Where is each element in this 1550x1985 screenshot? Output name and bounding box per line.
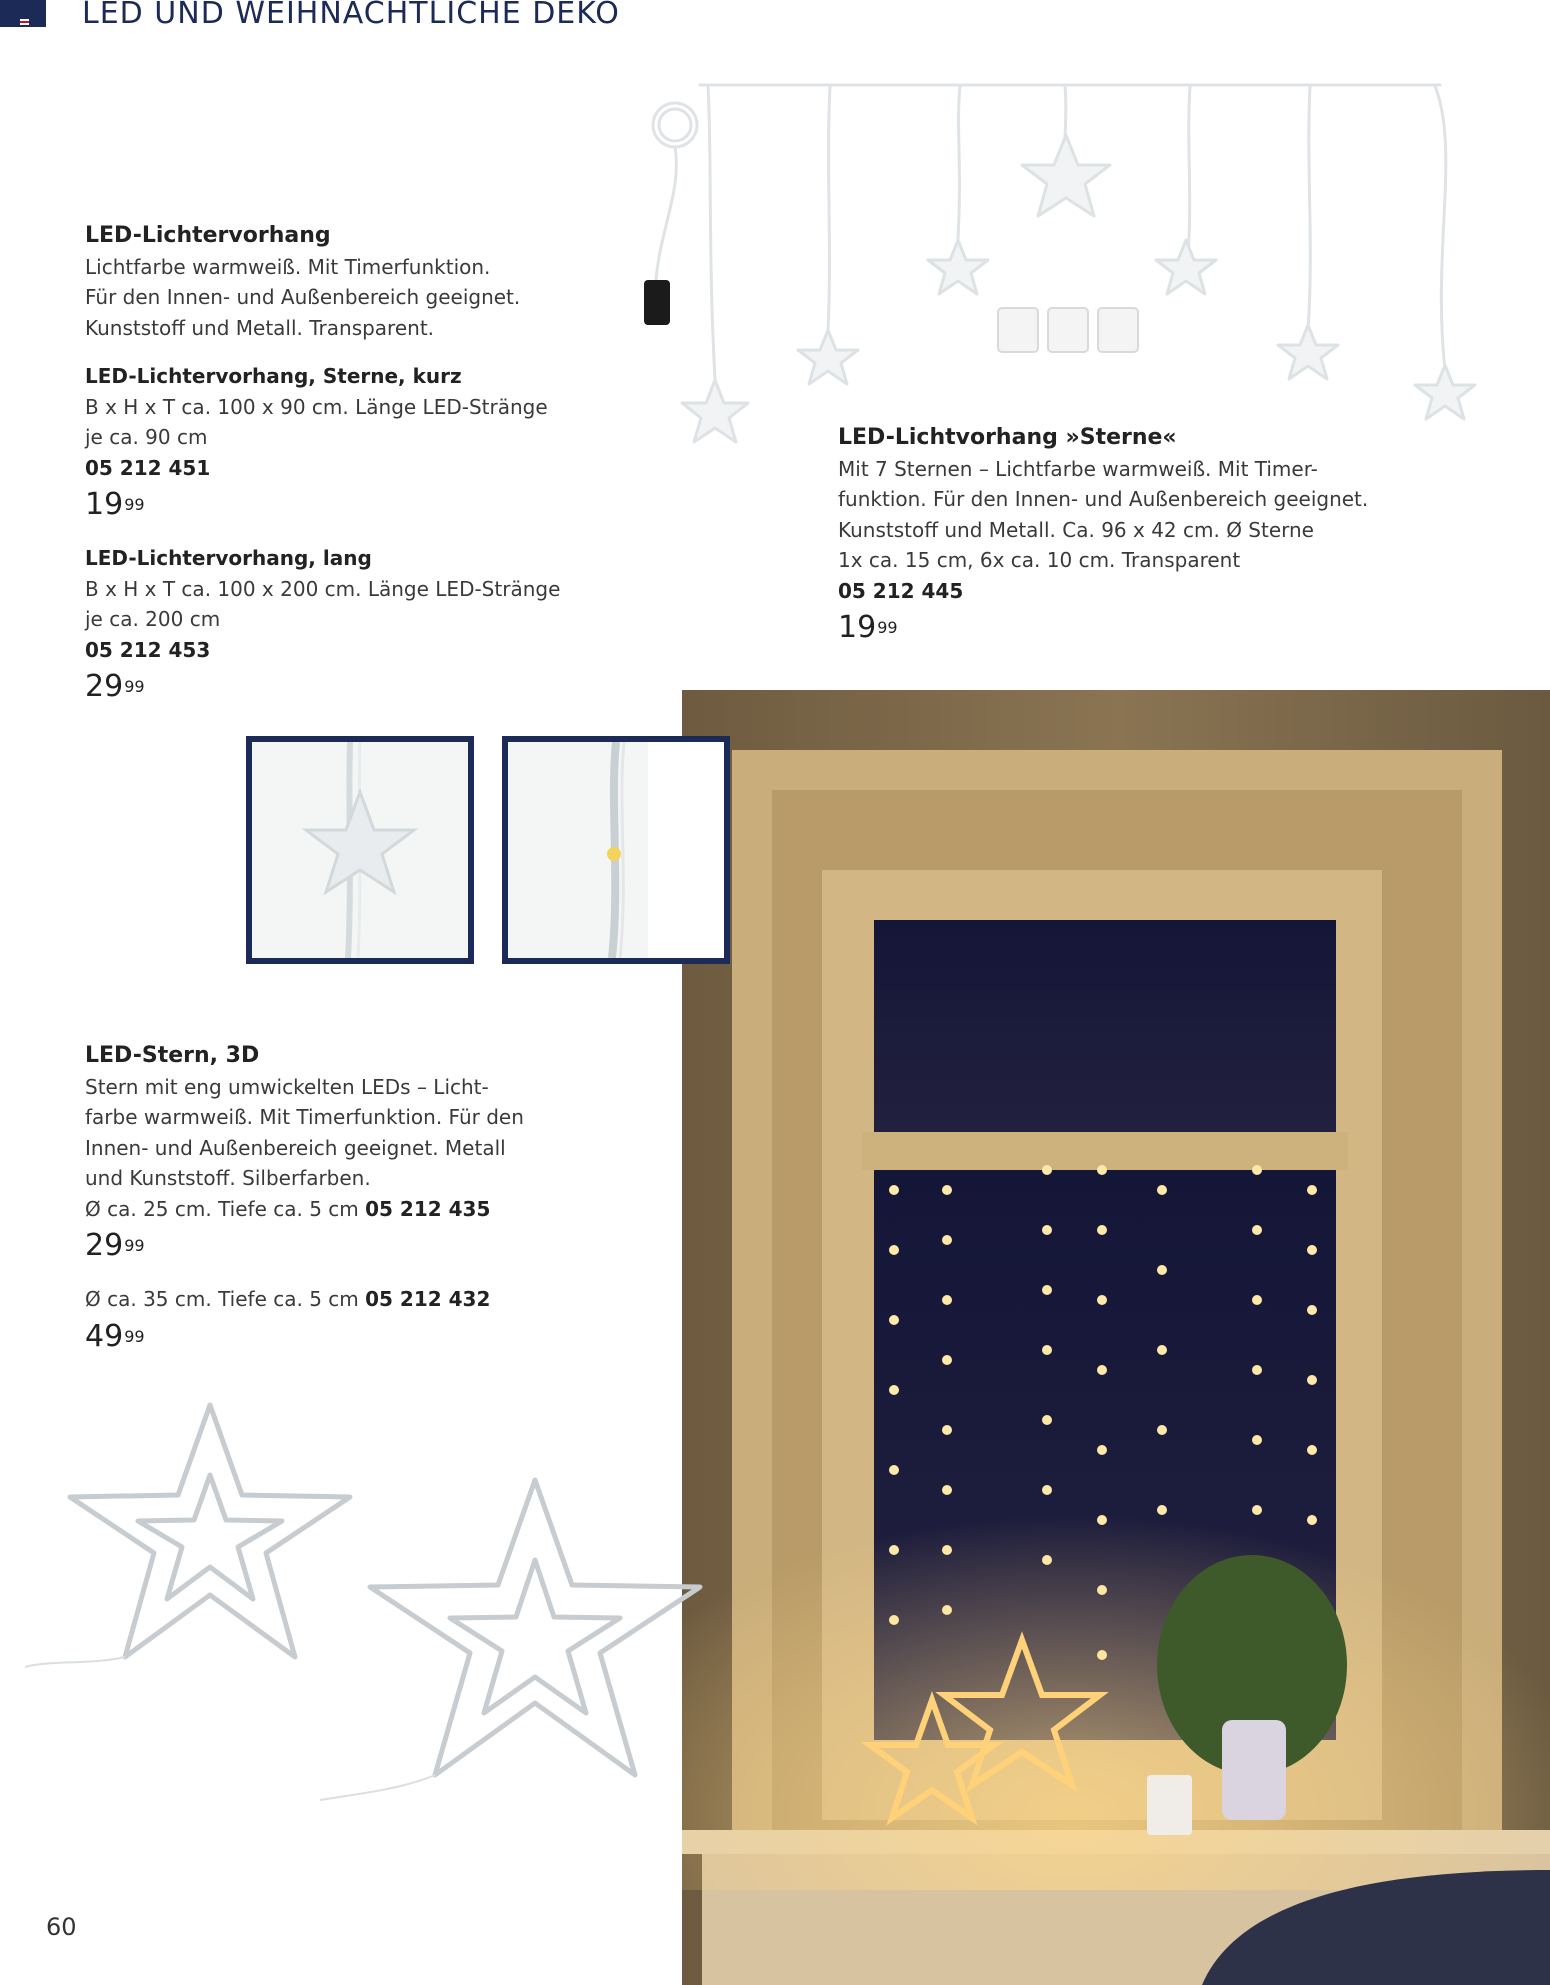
article-number: 05 212 445 xyxy=(838,578,964,603)
star-icon xyxy=(1415,365,1475,419)
size-line: Ø ca. 25 cm. Tiefe ca. 5 cm 05 212 435 xyxy=(85,1196,491,1221)
music-box-icon xyxy=(1147,1775,1192,1835)
star-icon xyxy=(928,240,988,294)
star-icon xyxy=(1156,240,1216,294)
article-number: 05 212 451 xyxy=(85,455,211,480)
price: $29^{99}$ xyxy=(85,1228,145,1263)
detail-image-led xyxy=(502,736,730,964)
variant-title: LED-Lichtervorhang, lang xyxy=(85,546,372,570)
product-desc-line: Kunststoff und Metall. Ca. 96 x 42 cm. Ø Sterne xyxy=(838,517,1314,542)
star-icon xyxy=(370,1480,700,1775)
flag-icon xyxy=(20,19,29,25)
product-title: LED-Stern, 3D xyxy=(85,1043,260,1068)
product-desc-line: farbe warmweiß. Mit Timerfunktion. Für den xyxy=(85,1105,524,1129)
detail-image-star xyxy=(246,736,474,964)
variant-title: LED-Lichtervorhang, Sterne, kurz xyxy=(85,364,462,388)
price: $29^{99}$ xyxy=(85,669,145,704)
variant-desc-line: je ca. 90 cm xyxy=(85,425,208,449)
size-line: Ø ca. 35 cm. Tiefe ca. 5 cm 05 212 432 xyxy=(85,1287,491,1311)
product-desc-line: 1x ca. 15 cm, 6x ca. 10 cm. Transparent xyxy=(838,548,1241,572)
star-icon xyxy=(682,380,748,442)
price: $19^{99}$ xyxy=(838,610,898,645)
hook-icon xyxy=(1098,308,1138,352)
product-3d-star xyxy=(85,1041,625,1357)
star-icon xyxy=(1278,325,1338,379)
product-desc-line: Für den Innen- und Außenbereich geeignet. xyxy=(85,285,521,309)
article-number: 05 212 432 xyxy=(365,1287,491,1311)
hook-icon xyxy=(998,308,1038,352)
product-desc-line: Innen- und Außenbereich geeignet. Metall xyxy=(85,1135,506,1160)
product-desc-line: und Kunststoff. Silberfarben. xyxy=(85,1166,371,1190)
product-curtain xyxy=(85,221,605,707)
page-title: LED UND WEIHNACHTLICHE DEKO xyxy=(82,0,620,31)
article-number: 05 212 435 xyxy=(365,1196,491,1221)
led-icon xyxy=(607,847,621,861)
star-icon xyxy=(70,1405,350,1657)
product-title: LED-Lichtvorhang »Sterne« xyxy=(838,425,1177,450)
header-brand-mark xyxy=(0,0,46,27)
star-icon xyxy=(798,330,858,384)
product-title: LED-Lichtervorhang xyxy=(85,223,331,248)
product-desc-line: Lichtfarbe warmweiß. Mit Timerfunktion. xyxy=(85,254,491,279)
product-desc-line: Kunststoff und Metall. Transparent. xyxy=(85,315,435,340)
variant-desc-line: B x H x T ca. 100 x 90 cm. Länge LED-Stränge xyxy=(85,394,548,419)
page-number: 60 xyxy=(46,1913,77,1941)
star-icon xyxy=(1022,135,1110,216)
plug-icon xyxy=(644,280,670,325)
hook-icon xyxy=(1048,308,1088,352)
product-desc-line: Mit 7 Sternen – Lichtfarbe warmweiß. Mit Timer- xyxy=(838,456,1318,481)
variant-desc-line: B x H x T ca. 100 x 200 cm. Länge LED-Stränge xyxy=(85,576,561,601)
product-desc-line: Stern mit eng umwickelten LEDs – Licht- xyxy=(85,1074,489,1099)
product-star-curtain xyxy=(838,423,1538,648)
price: $19^{99}$ xyxy=(85,487,145,522)
vase-icon xyxy=(1222,1720,1286,1820)
variant-desc-line: je ca. 200 cm xyxy=(85,607,221,631)
window-photo xyxy=(682,690,1550,1985)
star-curtain-image xyxy=(620,70,1480,460)
product-desc-line: funktion. Für den Innen- und Außenbereich geeignet. xyxy=(838,487,1369,511)
article-number: 05 212 453 xyxy=(85,637,211,662)
3d-star-images xyxy=(20,1395,720,1835)
price: $49^{99}$ xyxy=(85,1318,145,1354)
